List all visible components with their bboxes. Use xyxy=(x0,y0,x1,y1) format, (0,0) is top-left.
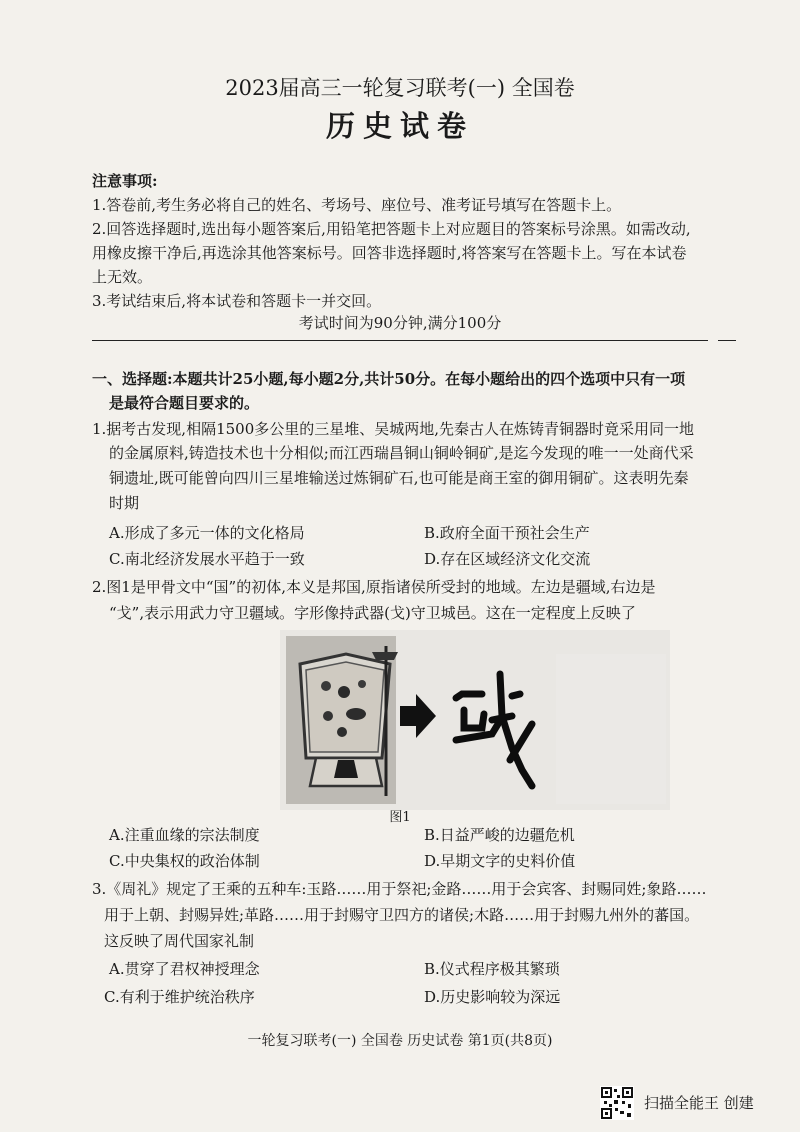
q1-option-d: D.存在区域经济文化交流 xyxy=(424,550,591,568)
q3-option-d: D.历史影响较为深远 xyxy=(424,988,561,1006)
q1-line-2: 的金属原料,铸造技术也十分相似;而江西瑞昌铜山铜岭铜矿,是迄今发现的唯一一处商代采 xyxy=(109,444,694,462)
figure-oracle-bone-guo xyxy=(286,636,666,804)
exam-title: 2023届高三一轮复习联考(一) 全国卷 xyxy=(225,76,575,100)
q3-option-a: A.贯穿了君权神授理念 xyxy=(109,960,260,978)
note-1: 1.答卷前,考生务必将自己的姓名、考场号、座位号、准考证号填写在答题卡上。 xyxy=(92,196,622,214)
q2-line-2: “戈”,表示用武力守卫疆域。字形像持武器(戈)守卫城邑。这在一定程度上反映了 xyxy=(109,604,636,622)
note-2-line-2: 用橡皮擦干净后,再选涂其他答案标号。回答非选择题时,将答案写在答题卡上。写在本试卷 xyxy=(92,244,687,262)
q1-option-a: A.形成了多元一体的文化格局 xyxy=(109,524,305,542)
q2-option-d: D.早期文字的史料价值 xyxy=(424,852,576,870)
q3-line-2: 用于上朝、封赐异姓;革路……用于封赐守卫四方的诸侯;木路……用于封赐九州外的蕃国。 xyxy=(104,906,700,924)
notes-heading: 注意事项: xyxy=(92,172,158,190)
q1-line-3: 铜遗址,既可能曾向四川三星堆输送过炼铜矿石,也可能是商王室的御用铜矿。这表明先秦 xyxy=(109,469,689,487)
page-footer: 一轮复习联考(一) 全国卷 历史试卷 第1页(共8页) xyxy=(247,1033,553,1049)
note-2-line-3: 上无效。 xyxy=(92,268,153,286)
divider-line xyxy=(92,340,708,341)
note-2-line-1: 2.回答选择题时,选出每小题答案后,用铅笔把答题卡上对应题目的答案标号涂黑。如需改动, xyxy=(92,220,691,238)
q2-option-a: A.注重血缘的宗法制度 xyxy=(109,826,260,844)
q1-option-b: B.政府全面干预社会生产 xyxy=(424,524,590,542)
oracle-glyph-guo xyxy=(456,674,532,786)
city-drawing xyxy=(286,636,398,804)
q3-option-c: C.有利于维护统治秩序 xyxy=(104,988,255,1006)
q2-option-b: B.日益严峻的边疆危机 xyxy=(424,826,575,844)
right-arrow-icon xyxy=(400,694,436,738)
q2-option-c: C.中央集权的政治体制 xyxy=(109,852,260,870)
note-3: 3.考试结束后,将本试卷和答题卡一并交回。 xyxy=(92,292,382,310)
section-heading-line-2: 是最符合题目要求的。 xyxy=(109,394,260,412)
subject-title: 历史试卷 xyxy=(325,109,474,143)
q3-line-1: 3.《周礼》规定了王乘的五种车:玉路……用于祭祀;金路……用于会宾客、封赐同姓;象路…… xyxy=(92,880,707,898)
scanner-watermark: 扫描全能王 创建 xyxy=(644,1094,754,1112)
figure-caption: 图1 xyxy=(389,810,411,825)
section-heading-line-1: 一、选择题:本题共计25小题,每小题2分,共计50分。在每小题给出的四个选项中只有一项 xyxy=(92,370,686,388)
q1-line-1: 1.据考古发现,相隔1500多公里的三星堆、吴城两地,先秦古人在炼铸青铜器时竟采用同一地 xyxy=(92,420,695,438)
q1-option-c: C.南北经济发展水平趋于一致 xyxy=(109,550,305,568)
exam-time: 考试时间为90分钟,满分100分 xyxy=(298,314,502,332)
q3-line-3: 这反映了周代国家礼制 xyxy=(104,932,255,950)
qr-code-icon xyxy=(600,1086,634,1120)
divider-dash xyxy=(718,340,736,341)
q1-line-4: 时期 xyxy=(109,494,140,512)
q2-line-1: 2.图1是甲骨文中“国”的初体,本义是邦国,原指诸侯所受封的地域。左边是疆域,右边是 xyxy=(92,578,656,596)
q3-option-b: B.仪式程序极其繁琐 xyxy=(424,960,560,978)
